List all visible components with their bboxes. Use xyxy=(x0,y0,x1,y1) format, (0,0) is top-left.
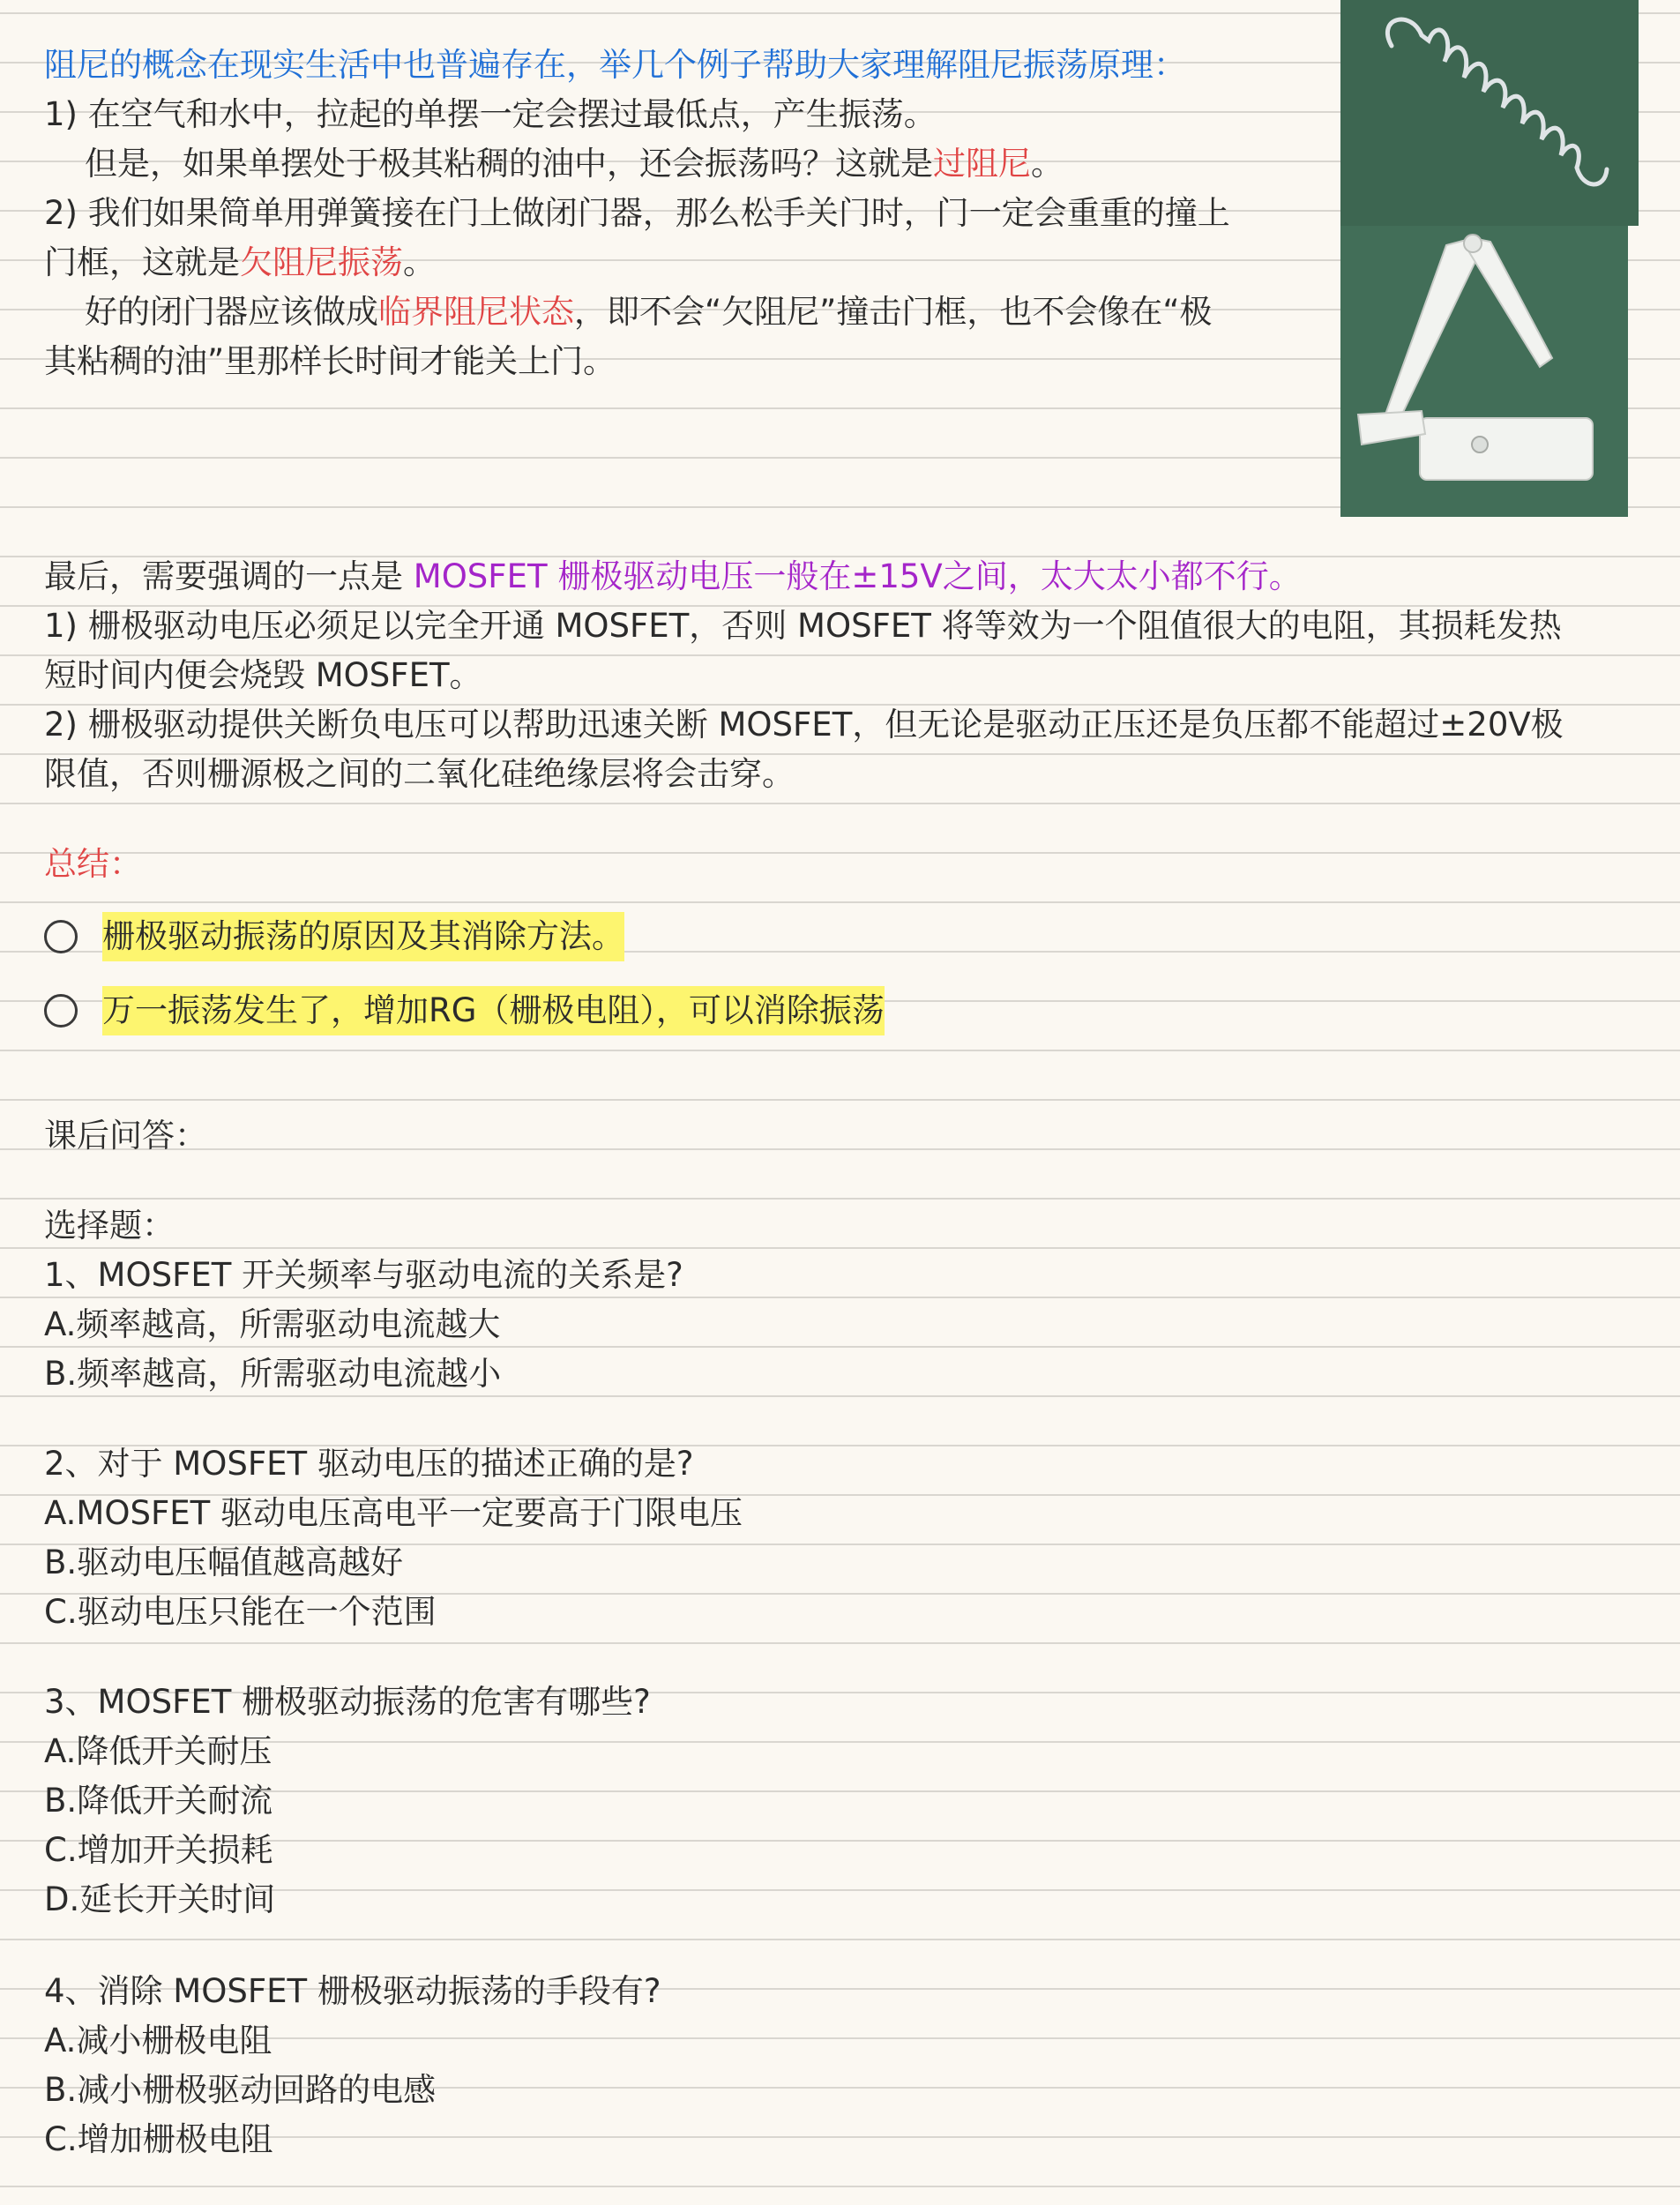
point2-line-a: 2) 栅极驱动提供关断负电压可以帮助迅速关断 MOSFET，但无论是驱动正压还是负压都不能超过±20V极 xyxy=(44,706,1564,744)
question-2: 2、对于 MOSFET 驱动电压的描述正确的是? xyxy=(44,1445,694,1483)
pendulum-example: 1) 在空气和水中，拉起的单摆一定会摆过最低点，产生振荡。 xyxy=(44,95,937,133)
checkbox-circle-icon[interactable] xyxy=(44,994,78,1028)
q2-option-a: A.MOSFET 驱动电压高电平一定要高于门限电压 xyxy=(44,1494,743,1532)
choice-title: 选择题： xyxy=(44,1207,175,1245)
critical-text-pre: 好的闭门器应该做成 xyxy=(85,293,378,331)
point1-line-b: 短时间内便会烧毁 MOSFET。 xyxy=(44,656,482,694)
qa-title: 课后问答： xyxy=(44,1117,207,1155)
mosfet-voltage-lead xyxy=(44,552,1636,602)
critical-text-post: ，即不会“欠阻尼”撞击门框，也不会像在“极 xyxy=(574,293,1213,331)
underdamping-text-pre: 门框，这就是 xyxy=(44,243,240,281)
q2-option-b: B.驱动电压幅值越高越好 xyxy=(44,1544,404,1581)
q3-option-c: C.增加开关损耗 xyxy=(44,1831,273,1869)
viscous-oil-line: 其粘稠的油”里那样长时间才能关上门。 xyxy=(44,342,616,380)
checkbox-circle-icon[interactable] xyxy=(44,920,78,953)
q2-option-c: C.驱动电压只能在一个范围 xyxy=(44,1593,437,1631)
q4-option-c: C.增加栅极电阻 xyxy=(44,2120,273,2158)
overdamping-text-pre: 但是，如果单摆处于极其粘稠的油中，还会振荡吗？这就是 xyxy=(85,145,933,183)
critical-damping-term: 临界阻尼状态 xyxy=(378,293,574,331)
spring-illustration xyxy=(1340,0,1639,226)
overdamping-text-post: 。 xyxy=(1031,145,1064,183)
damping-intro: 阻尼的概念在现实生活中也普遍存在，举几个例子帮助大家理解阻尼振荡原理： xyxy=(44,46,1186,84)
q3-option-d: D.延长开关时间 xyxy=(44,1880,276,1918)
question-1: 1、MOSFET 开关频率与驱动电流的关系是? xyxy=(44,1256,683,1294)
summary-title: 总结： xyxy=(44,845,142,883)
spring-photo xyxy=(1340,0,1639,226)
summary-item-1[interactable] xyxy=(44,912,624,961)
point2-line-b: 限值，否则栅源极之间的二氧化硅绝缘层将会击穿。 xyxy=(44,755,795,793)
overdamping-term: 过阻尼 xyxy=(933,145,1031,183)
underdamping-term: 欠阻尼振荡 xyxy=(240,243,403,281)
q1-option-b: B.频率越高，所需驱动电流越小 xyxy=(44,1355,502,1393)
summary-item-2[interactable] xyxy=(44,986,885,1035)
q1-option-a: A.频率越高，所需驱动电流越大 xyxy=(44,1305,501,1343)
q3-option-a: A.降低开关耐压 xyxy=(44,1732,273,1770)
q4-option-b: B.减小栅极驱动回路的电感 xyxy=(44,2071,437,2109)
question-3: 3、MOSFET 栅极驱动振荡的危害有哪些? xyxy=(44,1683,651,1721)
question-4: 4、消除 MOSFET 栅极驱动振荡的手段有? xyxy=(44,1972,661,2010)
gate-voltage-emphasis: MOSFET 栅极驱动电压一般在±15V之间，太大太小都不行。 xyxy=(413,557,1302,595)
q4-option-a: A.减小栅极电阻 xyxy=(44,2022,273,2059)
spring-door-example: 2) 我们如果简单用弹簧接在门上做闭门器，那么松手关门时，门一定会重重的撞上 xyxy=(44,194,1230,232)
q3-option-b: B.降低开关耐流 xyxy=(44,1782,273,1820)
underdamping-text-post: 。 xyxy=(403,243,436,281)
summary-item-text: 万一振荡发生了，增加RG（栅极电阻），可以消除振荡 xyxy=(102,986,885,1035)
door-closer-illustration xyxy=(1340,226,1628,517)
point1-line-a: 1) 栅极驱动电压必须足以完全开通 MOSFET，否则 MOSFET 将等效为一个阻值很大的电阻，其损耗发热 xyxy=(44,607,1562,645)
summary-item-text: 栅极驱动振荡的原因及其消除方法。 xyxy=(102,912,624,961)
lead-text: 最后，需要强调的一点是 xyxy=(44,557,414,595)
door-closer-photo xyxy=(1340,226,1628,517)
